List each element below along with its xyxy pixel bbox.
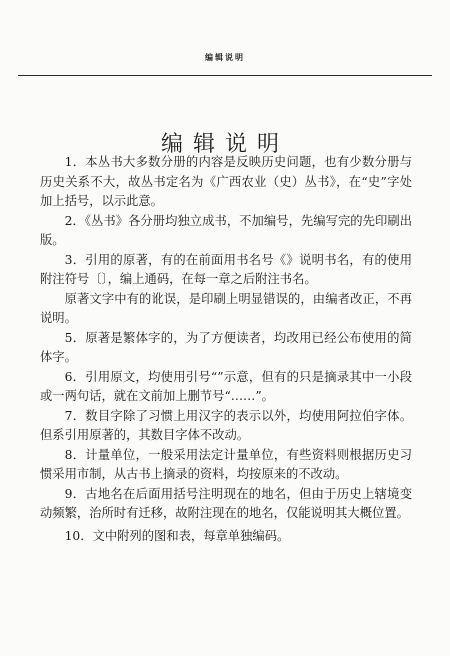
paragraph-1: 1．本丛书大多数分册的内容是反映历史问题，也有少数分册与历史关系不大，故丛书定名为《广西农业（史）丛书》，在“史”字处加上括号，以示此意。 bbox=[40, 155, 412, 208]
paragraph-7: 7．数目字除了习惯上用汉字的表示以外，均使用阿拉伯字体。但系引用原著的，其数目字体不改动。 bbox=[40, 408, 412, 442]
page-title: 编辑说明 bbox=[160, 131, 289, 157]
paragraph-10: 10．文中附列的图和表，每章单独编码。 bbox=[64, 528, 290, 543]
paragraph-9: 9．古地名在后面用括号注明现在的地名，但由于历史上辖境变动频繁，治所时有迁移，故附注现在的地名，仅能说明其大概位置。 bbox=[40, 486, 412, 520]
paragraph-8: 8．计量单位，一般采用法定计量单位，有些资料则根据历史习惯采用市制，从古书上摘录的资料，均按原来的不改动。 bbox=[40, 447, 412, 481]
paragraph-2: 2．《丛书》各分册均独立成书，不加编号，先编写完的先印刷出版。 bbox=[40, 213, 412, 247]
paragraph-3: 3．引用的原著，有的在前面用书名号《》说明书名，有的使用附注符号〔〕，编上通码，在每一章之后附注书名。 bbox=[40, 252, 412, 286]
paragraph-5: 5．原著是繁体字的，为了方便读者，均改用已经公布使用的简体字。 bbox=[40, 330, 412, 364]
paragraph-6: 6．引用原文，均使用引号“”示意，但有的只是摘录其中一小段或一两句话，就在文前加上删节号“……”。 bbox=[40, 369, 412, 403]
body-text bbox=[40, 153, 412, 546]
running-header: 编辑说明 bbox=[205, 53, 245, 62]
paragraph-4: 原著文字中有的讹误，是印刷上明显错误的，由编者改正，不再说明。 bbox=[40, 291, 412, 325]
header-rule bbox=[18, 75, 432, 76]
